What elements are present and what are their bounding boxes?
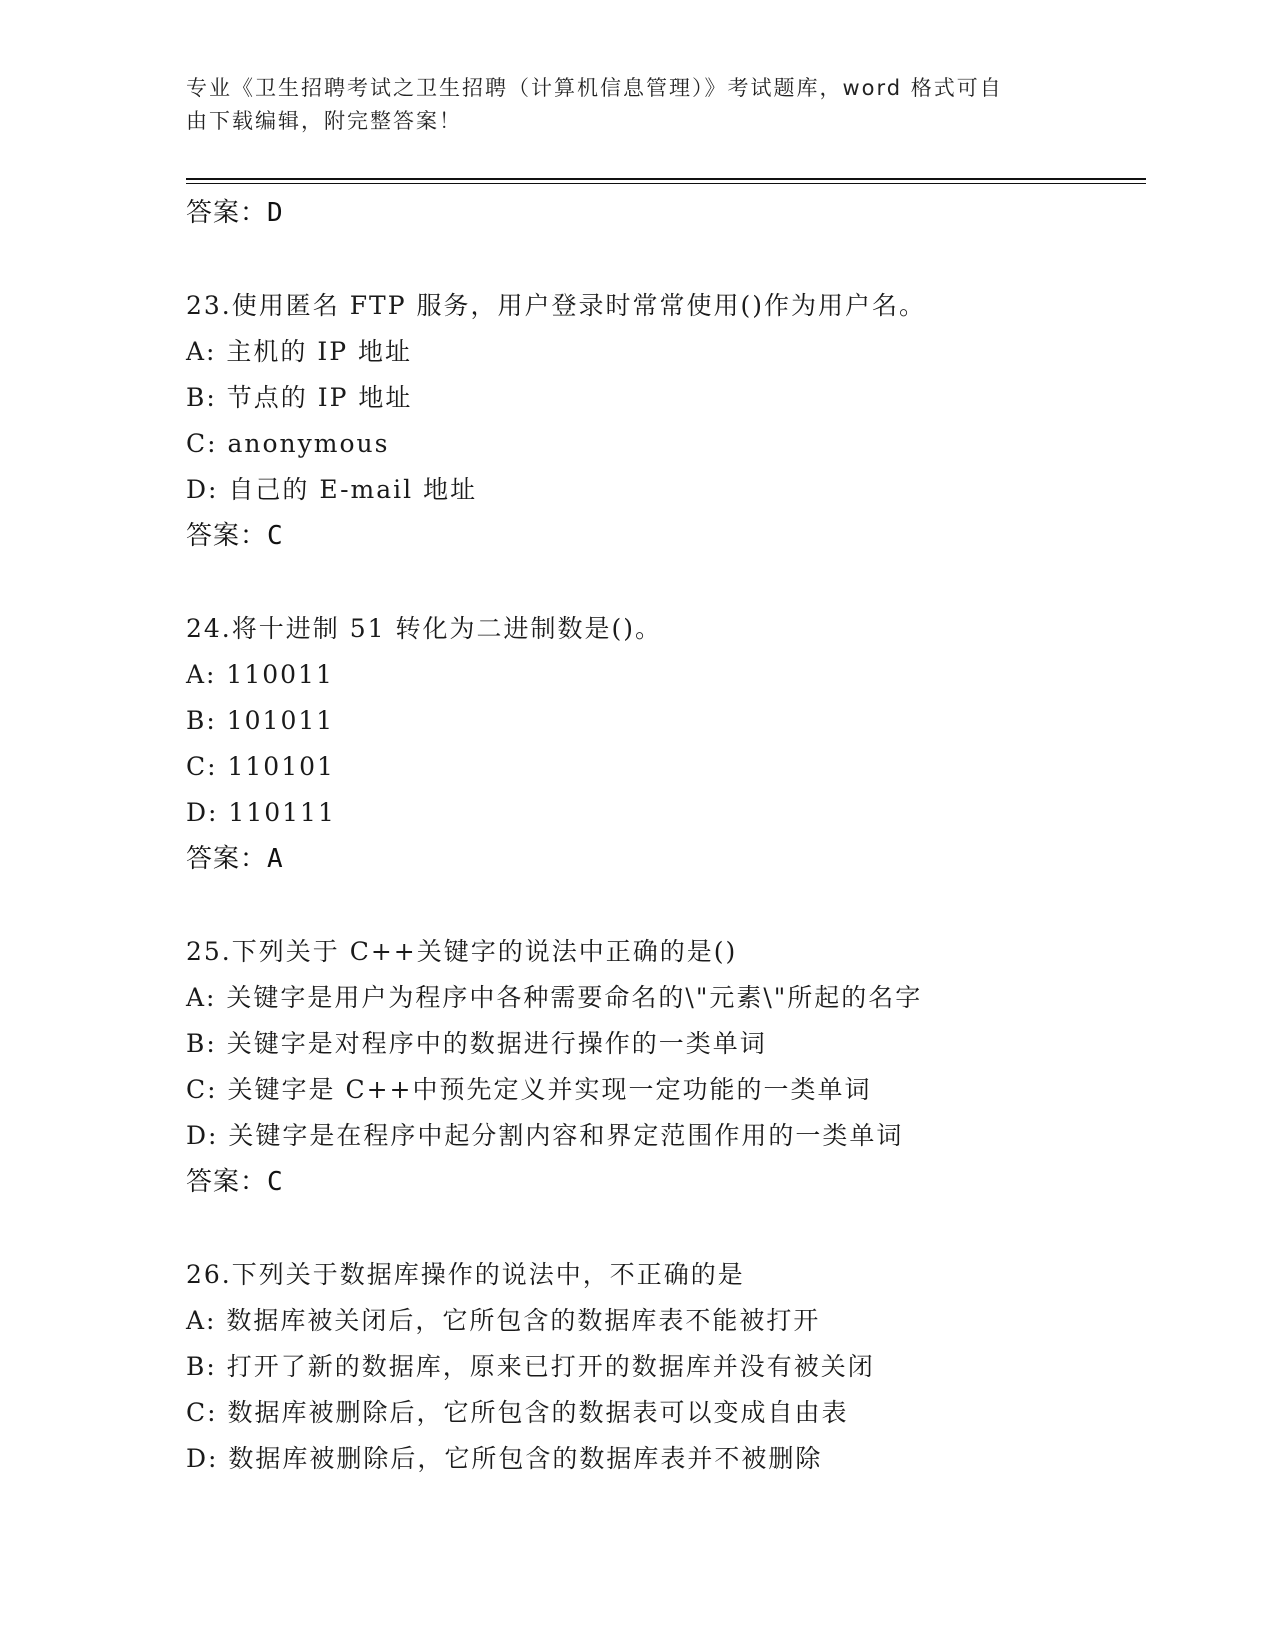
answer-line-previous: 答案：D — [186, 198, 284, 228]
option-b: B: 101011 — [186, 706, 335, 735]
question-list — [186, 190, 1186, 1482]
header-rule-thick — [186, 178, 1146, 180]
option-c: C: anonymous — [186, 429, 390, 458]
header-line-1: 专业《卫生招聘考试之卫生招聘（计算机信息管理）》考试题库，word 格式可自 — [186, 76, 1003, 100]
option-b: B: 节点的 IP 地址 — [186, 383, 413, 412]
option-a: A: 关键字是用户为程序中各种需要命名的\"元素\"所起的名字 — [186, 983, 923, 1012]
question-23 — [186, 283, 1186, 559]
option-c: C: 关键字是 C++中预先定义并实现一定功能的一类单词 — [186, 1075, 872, 1104]
spacer — [186, 559, 1186, 606]
spacer — [186, 236, 1186, 283]
document-header — [186, 72, 1066, 138]
question-25 — [186, 929, 1186, 1205]
question-24 — [186, 606, 1186, 882]
option-c: C: 数据库被删除后，它所包含的数据表可以变成自由表 — [186, 1398, 849, 1427]
question-26 — [186, 1252, 1186, 1482]
answer-line: 答案：C — [186, 521, 284, 551]
option-d: D: 关键字是在程序中起分割内容和界定范围作用的一类单词 — [186, 1121, 904, 1150]
answer-line: 答案：C — [186, 1167, 284, 1197]
option-a: A: 数据库被关闭后，它所包含的数据库表不能被打开 — [186, 1306, 821, 1335]
option-d: D: 自己的 E-mail 地址 — [186, 475, 478, 504]
question-stem: 25.下列关于 C++关键字的说法中正确的是() — [186, 937, 738, 966]
option-d: D: 110111 — [186, 798, 336, 827]
header-rule-thin — [186, 183, 1146, 184]
option-b: B: 关键字是对程序中的数据进行操作的一类单词 — [186, 1029, 767, 1058]
spacer — [186, 1205, 1186, 1252]
option-a: A: 110011 — [186, 660, 334, 689]
spacer — [186, 882, 1186, 929]
option-b: B: 打开了新的数据库，原来已打开的数据库并没有被关闭 — [186, 1352, 875, 1381]
option-c: C: 110101 — [186, 752, 335, 781]
question-stem: 26.下列关于数据库操作的说法中，不正确的是 — [186, 1260, 745, 1289]
question-stem: 24.将十进制 51 转化为二进制数是()。 — [186, 614, 662, 643]
header-line-2: 由下载编辑，附完整答案！ — [186, 109, 462, 133]
option-a: A: 主机的 IP 地址 — [186, 337, 413, 366]
question-stem: 23.使用匿名 FTP 服务，用户登录时常常使用()作为用户名。 — [186, 291, 927, 320]
option-d: D: 数据库被删除后，它所包含的数据库表并不被删除 — [186, 1444, 823, 1473]
answer-line: 答案：A — [186, 844, 284, 874]
